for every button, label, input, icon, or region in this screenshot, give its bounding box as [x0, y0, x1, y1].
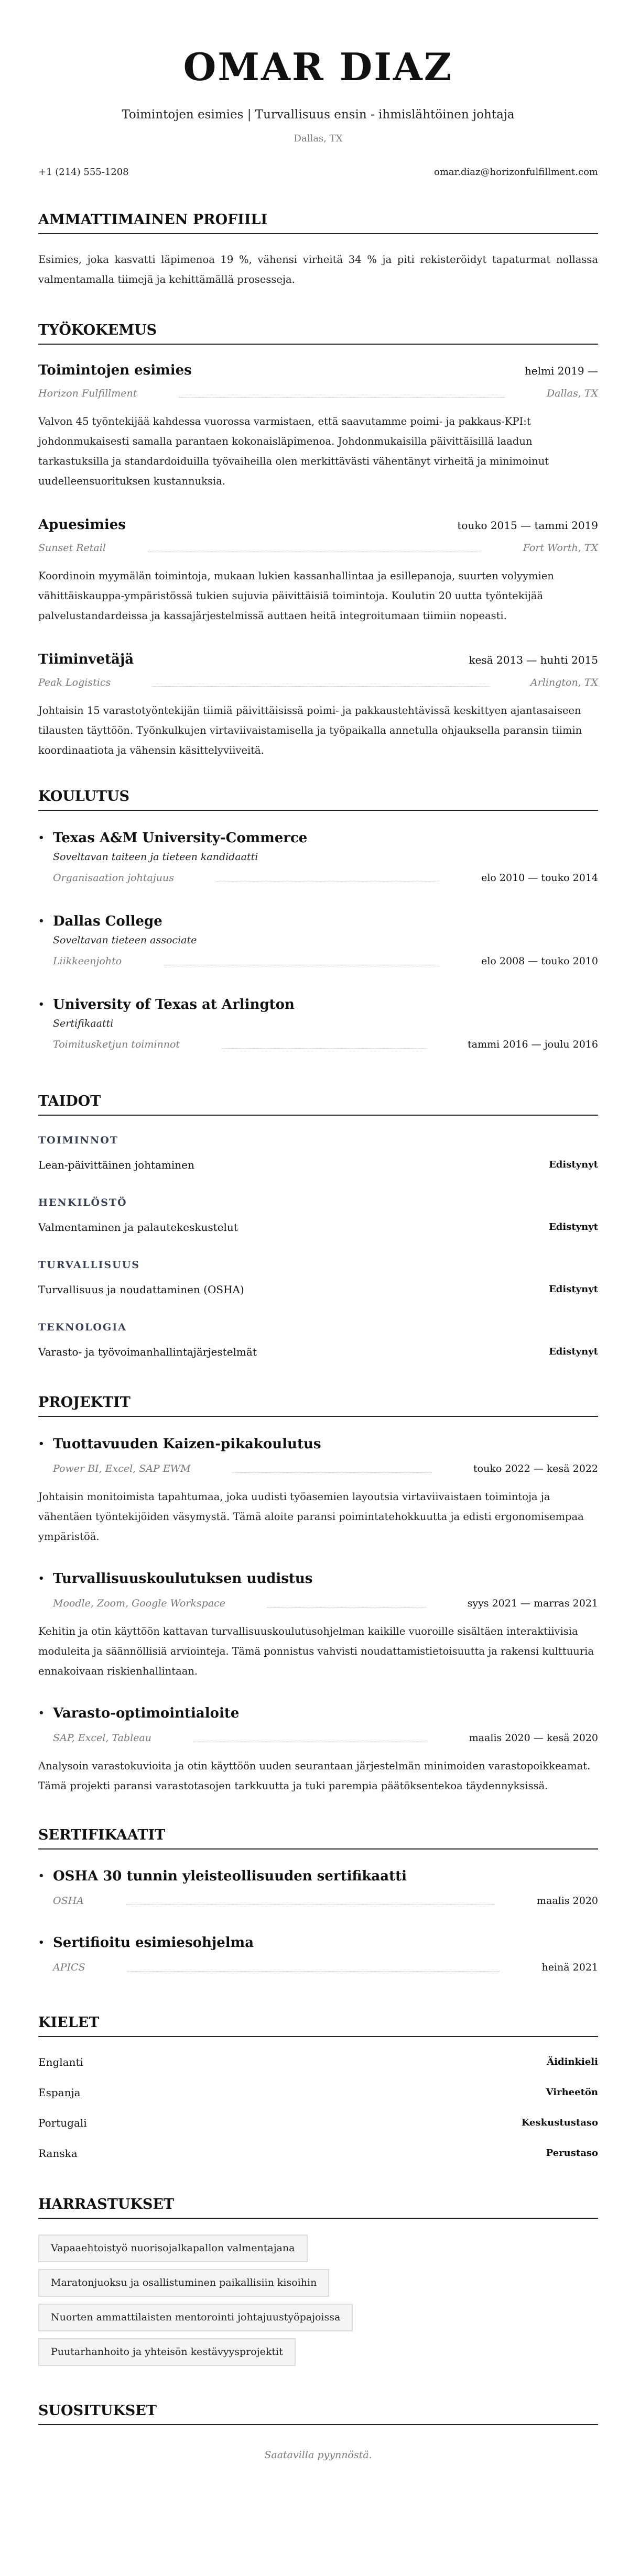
job-description: Valvon 45 työntekijää kahdessa vuorossa varmistaen, että saavutamme poimi- ja pakkaus-KPI:t johdonmukaisesti samalla parantaen kokonaisläpimenoa. Johdonmukaisilla päivittäisillä laadun tarkastuksilla ja standardoiduilla työvaiheilla olen merkittävästi vähentänyt virheitä ja minimoinut uudelleensuorituksen kustannuksia. — [38, 415, 549, 487]
certification-entry — [38, 1867, 598, 1908]
field-of-study: Liikkeenjohto — [53, 955, 122, 967]
section-title: SUOSITUKSET — [38, 2402, 598, 2425]
section-title: PROJEKTIT — [38, 1394, 598, 1417]
language-level: Perustaso — [546, 2148, 598, 2159]
project-name-text: Varasto-optimointialoite — [53, 1705, 240, 1721]
project-entry — [38, 1435, 598, 1547]
project-description: Johtaisin monitoimista tapahtumaa, joka uudisti työasemien layoutsia virtaviivaistaen toimintoja ja vähentäen työntekijöiden väsymystä. Tämä aloite paransi poimintatehokkuutta ja edisti ergonomisempaa ympäristöä. — [38, 1491, 584, 1543]
bullet-icon: • — [38, 916, 45, 927]
job-location: Arlington, TX — [530, 677, 598, 688]
contact-row — [38, 166, 598, 179]
education-section — [38, 788, 598, 1052]
school-name — [38, 996, 598, 1014]
skill-row — [38, 1282, 598, 1297]
phone[interactable]: +1 (214) 555-1208 — [38, 167, 129, 178]
language-name: Englanti — [38, 2056, 83, 2068]
dotted-leader — [179, 397, 505, 398]
job-entry — [38, 651, 598, 761]
section-title: SERTIFIKAATIT — [38, 1826, 598, 1850]
project-name-text: Tuottavuuden Kaizen-pikakoulutus — [53, 1436, 321, 1452]
bullet-icon: • — [38, 1870, 45, 1881]
interest-chip: Maratonjuoksu ja osallistuminen paikallisiin kisoihin — [38, 2269, 329, 2297]
language-row — [38, 2055, 598, 2069]
language-row — [38, 2146, 598, 2161]
bullet-icon: • — [38, 1708, 45, 1719]
skill-row — [38, 1345, 598, 1359]
skill-category-title: TEKNOLOGIA — [38, 1322, 127, 1333]
project-tech: Moodle, Zoom, Google Workspace — [53, 1598, 226, 1609]
degree: Sertifikaatti — [53, 1018, 114, 1029]
job-location: Dallas, TX — [546, 388, 598, 399]
skill-name: Valmentaminen ja palautekeskustelut — [38, 1221, 238, 1234]
projects-section — [38, 1394, 598, 1796]
job-dates: helmi 2019 — — [524, 365, 598, 377]
section-title: TAIDOT — [38, 1093, 598, 1116]
project-name — [38, 1704, 598, 1722]
skill-name: Varasto- ja työvoimanhallintajärjestelmät — [38, 1346, 257, 1358]
project-meta — [38, 1461, 598, 1476]
interests-section — [38, 2196, 598, 2373]
job-title: Toimintojen esimies — [38, 362, 192, 378]
school-name — [38, 912, 598, 930]
languages-section — [38, 2014, 598, 2161]
experience-section — [38, 322, 598, 761]
education-meta — [38, 1037, 598, 1052]
project-dates: syys 2021 — marras 2021 — [467, 1598, 598, 1609]
dotted-leader — [233, 1472, 431, 1473]
language-level: Äidinkieli — [547, 2056, 598, 2067]
skill-row — [38, 1158, 598, 1172]
skill-category-title: HENKILÖSTÖ — [38, 1197, 127, 1208]
project-entry — [38, 1570, 598, 1681]
job-meta — [38, 386, 598, 401]
degree: Soveltavan taiteen ja tieteen kandidaatti — [53, 851, 258, 863]
bullet-icon: • — [38, 832, 45, 843]
skill-name: Lean-päivittäinen johtaminen — [38, 1159, 194, 1171]
job-description: Koordinoin myymälän toimintoja, mukaan lukien kassanhallintaa ja esillepanoja, suurten volyymien vähittäiskauppa-ympäristössä tukien sujuvia päivittäisiä toimintoja. Koulutin 20 uutta työntekijää palvelustandardeissa ja kassajärjestelmissä auttaen heitä integroitumaan tiimiin nopeasti. — [38, 570, 554, 622]
bullet-icon: • — [38, 1937, 45, 1948]
interest-chip: Vapaaehtoistyö nuorisojalkapallon valmentajana — [38, 2234, 308, 2262]
education-dates: elo 2010 — touko 2014 — [481, 872, 598, 884]
project-description: Kehitin ja otin käyttöön kattavan turvallisuuskoulutusohjelman kaikille vuoroille sisältäen interaktiivisia moduleita ja säännöllisiä arviointeja. Tämä ponnistus vahvisti noudattamistietoisuutta ja rakensi kulttuuria ennakoivaan riskienhallintaan. — [38, 1625, 594, 1677]
interest-chip: Nuorten ammattilaisten mentorointi johtajuustyöpajoissa — [38, 2304, 353, 2331]
school-name-text: Texas A&M University-Commerce — [53, 830, 308, 846]
profile-section — [38, 211, 598, 290]
project-meta — [38, 1731, 598, 1745]
certification-name-text: OSHA 30 tunnin yleisteollisuuden sertifikaatti — [53, 1868, 407, 1884]
certification-name-text: Sertifioitu esimiesohjelma — [53, 1935, 254, 1951]
language-name: Espanja — [38, 2086, 81, 2099]
education-meta — [38, 871, 598, 885]
certification-meta — [38, 1960, 598, 1975]
education-dates: tammi 2016 — joulu 2016 — [468, 1039, 598, 1050]
section-title: KIELET — [38, 2014, 598, 2037]
certification-date: maalis 2020 — [537, 1895, 598, 1907]
dotted-leader — [153, 686, 489, 687]
skill-level: Edistynyt — [549, 1159, 598, 1170]
school-name — [38, 829, 598, 847]
project-entry — [38, 1704, 598, 1796]
interest-chip: Puutarhanhoito ja yhteisön kestävyysprojektit — [38, 2338, 296, 2366]
skill-category-title: TOIMINNOT — [38, 1135, 118, 1146]
school-name-text: University of Texas at Arlington — [53, 997, 295, 1012]
section-title: TYÖKOKEMUS — [38, 322, 598, 345]
job-header — [38, 651, 598, 668]
certification-date: heinä 2021 — [541, 1962, 598, 1973]
section-title: HARRASTUKSET — [38, 2196, 598, 2219]
project-tech: SAP, Excel, Tableau — [53, 1732, 151, 1744]
company-name: Horizon Fulfillment — [38, 388, 137, 399]
job-meta — [38, 675, 598, 690]
job-description: Johtaisin 15 varastotyöntekijän tiimiä päivittäisissä poimi- ja pakkaustehtävissä keskittyen ajantasaiseen tilausten täyttöön. Työnkulkujen virtaviivaistamisella ja työpaikalla annetulla ohjauksella paransin tiimin koordinaatiota ja vähensin käsittelyviiveitä. — [38, 704, 582, 756]
skill-category — [38, 1133, 598, 1172]
certification-issuer: APICS — [53, 1962, 85, 1973]
bullet-icon: • — [38, 1438, 45, 1449]
skill-category — [38, 1196, 598, 1235]
section-title: KOULUTUS — [38, 788, 598, 811]
company-name: Sunset Retail — [38, 542, 106, 554]
project-name — [38, 1435, 598, 1453]
skill-row — [38, 1220, 598, 1235]
field-of-study: Organisaation johtajuus — [53, 872, 174, 884]
certification-name — [38, 1934, 598, 1952]
email[interactable]: omar.diaz@horizonfulfillment.com — [434, 167, 598, 178]
resume-header — [38, 45, 598, 179]
skill-level: Edistynyt — [549, 1221, 598, 1232]
degree: Soveltavan tieteen associate — [53, 934, 197, 946]
project-tech: Power BI, Excel, SAP EWM — [53, 1463, 191, 1474]
job-meta — [38, 541, 598, 555]
field-of-study: Toimitusketjun toiminnot — [53, 1039, 180, 1050]
education-entry — [38, 996, 598, 1052]
job-header — [38, 361, 598, 379]
certifications-section — [38, 1826, 598, 1975]
skill-level: Edistynyt — [549, 1346, 598, 1357]
dotted-leader — [267, 1607, 426, 1608]
certification-entry — [38, 1934, 598, 1975]
candidate-name: OMAR DIAZ — [183, 45, 453, 89]
education-dates: elo 2008 — touko 2010 — [481, 955, 598, 967]
job-header — [38, 516, 598, 534]
references-text: Saatavilla pyynnöstä. — [264, 2449, 372, 2461]
skill-category — [38, 1258, 598, 1297]
project-name — [38, 1570, 598, 1588]
job-title: Apuesimies — [38, 517, 126, 533]
certification-meta — [38, 1894, 598, 1908]
job-entry — [38, 361, 598, 491]
job-title: Tiiminvetäjä — [38, 652, 134, 667]
project-dates: touko 2022 — kesä 2022 — [473, 1463, 598, 1474]
company-name: Peak Logistics — [38, 677, 111, 688]
language-name: Ranska — [38, 2147, 78, 2160]
location: Dallas, TX — [294, 133, 343, 144]
headline: Toimintojen esimies | Turvallisuus ensin - ihmislähtöinen johtaja — [122, 108, 515, 122]
job-dates: kesä 2013 — huhti 2015 — [469, 654, 598, 666]
dotted-leader — [127, 1971, 500, 1972]
certification-name — [38, 1867, 598, 1885]
education-entry — [38, 912, 598, 968]
language-level: Keskustustaso — [521, 2117, 598, 2128]
project-dates: maalis 2020 — kesä 2020 — [469, 1732, 598, 1744]
school-name-text: Dallas College — [53, 913, 162, 929]
education-meta — [38, 954, 598, 968]
skill-category-title: TURVALLISUUS — [38, 1259, 140, 1271]
skill-category — [38, 1320, 598, 1359]
language-row — [38, 2085, 598, 2100]
skill-level: Edistynyt — [549, 1284, 598, 1295]
certification-issuer: OSHA — [53, 1895, 84, 1907]
bullet-icon: • — [38, 999, 45, 1010]
job-dates: touko 2015 — tammi 2019 — [457, 519, 598, 532]
job-entry — [38, 516, 598, 626]
project-description: Analysoin varastokuvioita ja otin käyttöön uuden seurantaan järjestelmän minimoiden varastopoikkeamat. Tämä projekti paransi varastotasojen tarkkuutta ja tuki parempia päätöksentekoa täydennyksissä. — [38, 1760, 591, 1792]
profile-text: Esimies, joka kasvatti läpimenoa 19 %, vähensi virheitä 34 % ja piti rekisteröidyt tapaturmat nollassa valmentamalla tiimejä ja kehittämällä prosesseja. — [38, 254, 598, 285]
language-name: Portugali — [38, 2117, 87, 2129]
skill-name: Turvallisuus ja noudattaminen (OSHA) — [38, 1283, 244, 1296]
dotted-leader — [222, 1048, 426, 1049]
language-level: Virheetön — [546, 2087, 598, 2098]
project-meta — [38, 1596, 598, 1611]
project-name-text: Turvallisuuskoulutuksen uudistus — [53, 1571, 313, 1587]
bullet-icon: • — [38, 1573, 45, 1584]
education-entry — [38, 829, 598, 885]
job-location: Fort Worth, TX — [523, 542, 598, 554]
skills-section — [38, 1093, 598, 1359]
section-title: AMMATTIMAINEN PROFIILI — [38, 211, 598, 234]
language-row — [38, 2116, 598, 2130]
references-section — [38, 2402, 598, 2462]
